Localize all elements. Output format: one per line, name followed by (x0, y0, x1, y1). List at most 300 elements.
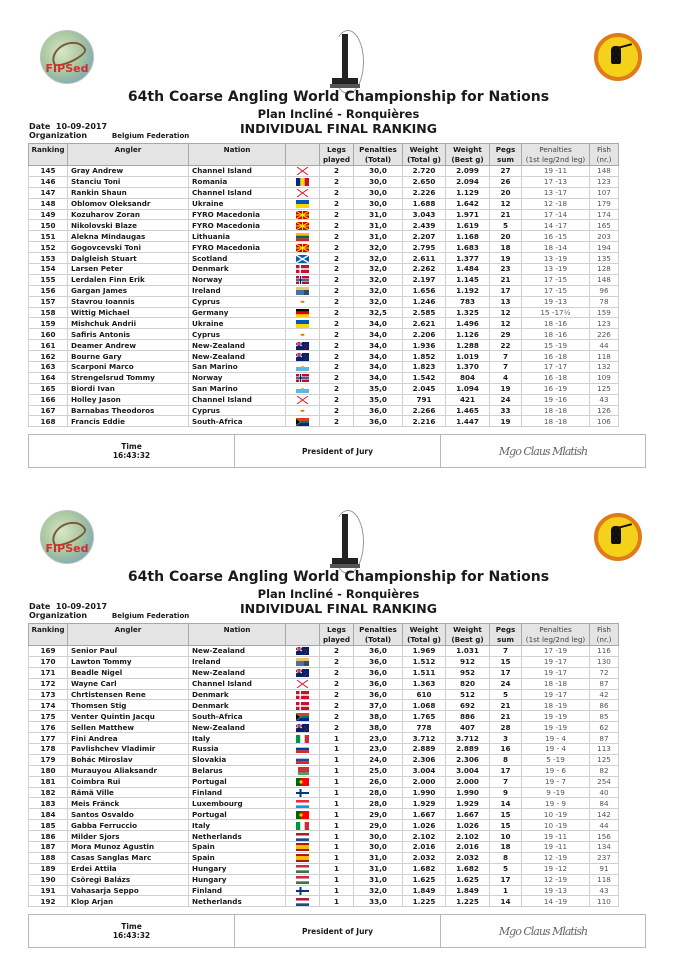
weight-total-cell: 2.226 (403, 187, 446, 198)
flag-cell (286, 787, 320, 798)
penalties-total-cell: 28,0 (354, 798, 403, 809)
lithuania-flag-icon (296, 233, 309, 241)
fish-count-cell: 85 (590, 711, 619, 722)
ranking-cell: 190 (29, 874, 68, 885)
legs-played-cell: 2 (320, 242, 354, 253)
legs-played-cell: 1 (320, 798, 354, 809)
angler-cell: Deamer Andrew (68, 340, 189, 351)
weight-total-cell: 1.849 (403, 885, 446, 896)
angler-cell: Murauyou Aliaksandr (68, 765, 189, 776)
ranking-cell: 163 (29, 362, 68, 373)
ranking-cell: 185 (29, 820, 68, 831)
table-row (29, 754, 619, 765)
nation-cell: Cyprus (189, 405, 286, 416)
penalties-legs-cell: 18 -19 (522, 700, 590, 711)
angler-cell: Beadle Nigel (68, 667, 189, 678)
nation-cell: Ukraine (189, 318, 286, 329)
flag-cell (286, 394, 320, 405)
table-row (29, 765, 619, 776)
table-row (29, 885, 619, 896)
table-row (29, 656, 619, 667)
fish-count-cell: 109 (590, 372, 619, 383)
weight-best-cell: 2.889 (446, 744, 490, 755)
weight-total-cell: 2.216 (403, 416, 446, 427)
penalties-total-cell: 24,0 (354, 754, 403, 765)
pegs-sum-cell: 10 (490, 831, 522, 842)
championship-monument-logo-icon (326, 28, 368, 98)
romania-flag-icon (296, 178, 309, 186)
nation-cell: Romania (189, 176, 286, 187)
signature-cell (441, 915, 645, 947)
nation-cell: Italy (189, 733, 286, 744)
san-marino-flag-icon (296, 363, 309, 371)
penalties-total-cell: 36,0 (354, 689, 403, 700)
penalties-legs-cell: 19 -11 (522, 166, 590, 177)
flag-cell (286, 372, 320, 383)
penalties-legs-cell: 12 -18 (522, 198, 590, 209)
ranking-cell: 151 (29, 231, 68, 242)
flag-cell (286, 351, 320, 362)
pegs-sum-cell: 29 (490, 329, 522, 340)
table-row (29, 362, 619, 373)
ranking-cell: 172 (29, 678, 68, 689)
pegs-sum-cell: 16 (490, 744, 522, 755)
ranking-page-2 (0, 480, 677, 959)
ranking-heading: INDIVIDUAL FINAL RANKING (239, 121, 438, 136)
penalties-total-cell: 36,0 (354, 646, 403, 657)
nation-cell: Netherlands (189, 831, 286, 842)
date-label: Date (29, 602, 51, 611)
nation-cell: Lithuania (189, 231, 286, 242)
column-header-penalties-legs (522, 144, 590, 166)
legs-played-cell: 1 (320, 831, 354, 842)
denmark-flag-icon (296, 702, 309, 710)
pegs-sum-cell: 1 (490, 885, 522, 896)
angler-cell: Barnabas Theodoros (68, 405, 189, 416)
date-label: Date (29, 122, 51, 131)
weight-total-cell: 2.102 (403, 831, 446, 842)
flag-cell (286, 166, 320, 177)
hungary-flag-icon (296, 876, 309, 884)
column-header-text: Legs (327, 145, 346, 154)
time-cell (29, 915, 235, 947)
pegs-sum-cell: 21 (490, 700, 522, 711)
weight-total-cell: 2.650 (403, 176, 446, 187)
portugal-flag-icon (296, 778, 309, 786)
weight-best-cell: 2.306 (446, 754, 490, 765)
legs-played-cell: 1 (320, 754, 354, 765)
column-header-legs-played (320, 624, 354, 646)
table-row (29, 700, 619, 711)
nation-cell: Denmark (189, 264, 286, 275)
organization-value: Belgium Federation (111, 612, 190, 620)
fish-count-cell: 113 (590, 744, 619, 755)
legs-played-cell: 2 (320, 329, 354, 340)
column-header-weight-best (446, 624, 490, 646)
angler-cell: Bohác Miroslav (68, 754, 189, 765)
weight-total-cell: 3.004 (403, 765, 446, 776)
ranking-cell: 156 (29, 285, 68, 296)
ranking-cell: 162 (29, 351, 68, 362)
penalties-total-cell: 38,0 (354, 722, 403, 733)
nation-cell: Norway (189, 274, 286, 285)
penalties-legs-cell: 17 -19 (522, 646, 590, 657)
legs-played-cell: 2 (320, 405, 354, 416)
pegs-sum-cell: 21 (490, 209, 522, 220)
column-header-flag (286, 144, 320, 166)
venue-title: Plan Incliné - Ronquières (257, 587, 420, 601)
column-header-fish-count (590, 144, 619, 166)
organization-line (29, 131, 189, 140)
column-header-text: (Total) (364, 634, 392, 644)
penalties-total-cell: 32,0 (354, 264, 403, 275)
championship-monument-logo-icon (326, 508, 368, 578)
flag-cell (286, 220, 320, 231)
fish-count-cell: 148 (590, 166, 619, 177)
nation-cell: New-Zealand (189, 340, 286, 351)
angler-cell: Chrtistensen Rene (68, 689, 189, 700)
pegs-sum-cell: 8 (490, 754, 522, 765)
penalties-total-cell: 30,0 (354, 187, 403, 198)
penalties-legs-cell: 9 -19 (522, 787, 590, 798)
ranking-cell: 184 (29, 809, 68, 820)
finland-flag-icon (296, 887, 309, 895)
nation-cell: Germany (189, 307, 286, 318)
legs-played-cell: 2 (320, 318, 354, 329)
penalties-total-cell: 36,0 (354, 656, 403, 667)
penalties-total-cell: 34,0 (354, 329, 403, 340)
fish-count-cell: 132 (590, 362, 619, 373)
weight-best-cell: 1.990 (446, 787, 490, 798)
ranking-cell: 183 (29, 798, 68, 809)
table-row (29, 264, 619, 275)
ranking-cell: 187 (29, 842, 68, 853)
penalties-total-cell: 30,0 (354, 842, 403, 853)
weight-total-cell: 1.512 (403, 656, 446, 667)
nation-cell: Hungary (189, 863, 286, 874)
weight-best-cell: 1.625 (446, 874, 490, 885)
pegs-sum-cell: 4 (490, 372, 522, 383)
pegs-sum-cell: 12 (490, 318, 522, 329)
legs-played-cell: 2 (320, 656, 354, 667)
nation-cell: Portugal (189, 809, 286, 820)
cyprus-flag-icon (296, 298, 309, 306)
column-header-text: Penalties (359, 625, 397, 634)
angler-cell: Klop Arjan (68, 896, 189, 907)
weight-total-cell: 1.625 (403, 874, 446, 885)
nation-cell: Netherlands (189, 896, 286, 907)
ranking-cell: 158 (29, 307, 68, 318)
weight-best-cell: 1.126 (446, 329, 490, 340)
penalties-legs-cell: 5 -19 (522, 754, 590, 765)
flag-cell (286, 416, 320, 427)
pegs-sum-cell: 19 (490, 416, 522, 427)
table-row (29, 711, 619, 722)
penalties-legs-cell: 10 -19 (522, 820, 590, 831)
column-header-penalties-total (354, 144, 403, 166)
pegs-sum-cell: 9 (490, 787, 522, 798)
weight-best-cell: 804 (446, 372, 490, 383)
angler-cell: Erdei Attila (68, 863, 189, 874)
weight-best-cell: 1.619 (446, 220, 490, 231)
ranking-cell: 160 (29, 329, 68, 340)
angler-cell: Lerdalen Finn Erik (68, 274, 189, 285)
weight-total-cell: 1.068 (403, 700, 446, 711)
angler-cell: Gargan James (68, 285, 189, 296)
nation-cell: San Marino (189, 383, 286, 394)
pegs-sum-cell: 14 (490, 798, 522, 809)
fish-count-cell: 84 (590, 798, 619, 809)
penalties-legs-cell: 16 -19 (522, 383, 590, 394)
penalties-legs-cell: 16 -18 (522, 372, 590, 383)
legs-played-cell: 2 (320, 176, 354, 187)
weight-best-cell: 1.377 (446, 253, 490, 264)
penalties-total-cell: 34,0 (354, 351, 403, 362)
nation-cell: Cyprus (189, 296, 286, 307)
fish-count-cell: 96 (590, 285, 619, 296)
nation-cell: San Marino (189, 362, 286, 373)
penalties-total-cell: 35,0 (354, 394, 403, 405)
weight-total-cell: 778 (403, 722, 446, 733)
president-label: President of Jury (301, 926, 374, 936)
weight-best-cell: 421 (446, 394, 490, 405)
nation-cell: Russia (189, 744, 286, 755)
weight-best-cell: 1.971 (446, 209, 490, 220)
angler-cell: Scarponi Marco (68, 362, 189, 373)
pegs-sum-cell: 23 (490, 264, 522, 275)
nation-cell: Channel Island (189, 394, 286, 405)
time-cell (29, 435, 235, 467)
weight-total-cell: 1.852 (403, 351, 446, 362)
time-label: Time (121, 922, 142, 931)
penalties-legs-cell: 18 -16 (522, 329, 590, 340)
time-value: 16:43:32 (112, 451, 151, 460)
weight-best-cell: 1.129 (446, 187, 490, 198)
flag-cell (286, 744, 320, 755)
legs-played-cell: 2 (320, 296, 354, 307)
new-zealand-flag-icon (296, 669, 309, 677)
legs-played-cell: 1 (320, 809, 354, 820)
penalties-legs-cell: 19 -19 (522, 722, 590, 733)
angler-cell: Senior Paul (68, 646, 189, 657)
pegs-sum-cell: 7 (490, 362, 522, 373)
legs-played-cell: 1 (320, 787, 354, 798)
pegs-sum-cell: 7 (490, 776, 522, 787)
nation-cell: South-Africa (189, 711, 286, 722)
angler-cell: Santos Osvaldo (68, 809, 189, 820)
angler-cell: Rankin Shaun (68, 187, 189, 198)
new-zealand-flag-icon (296, 342, 309, 350)
table-row (29, 166, 619, 177)
table-row (29, 329, 619, 340)
penalties-legs-cell: 19 -13 (522, 296, 590, 307)
pegs-sum-cell: 13 (490, 296, 522, 307)
legs-played-cell: 1 (320, 842, 354, 853)
penalties-legs-cell: 19 - 4 (522, 744, 590, 755)
weight-best-cell: 1.683 (446, 242, 490, 253)
penalties-legs-cell: 12 -19 (522, 874, 590, 885)
table-row (29, 787, 619, 798)
fish-count-cell: 43 (590, 394, 619, 405)
ranking-cell: 155 (29, 274, 68, 285)
penalties-total-cell: 30,0 (354, 176, 403, 187)
legs-played-cell: 2 (320, 689, 354, 700)
table-row (29, 776, 619, 787)
nation-cell: Spain (189, 842, 286, 853)
fish-count-cell: 91 (590, 863, 619, 874)
fish-count-cell: 86 (590, 700, 619, 711)
weight-best-cell: 1.288 (446, 340, 490, 351)
flag-cell (286, 646, 320, 657)
weight-total-cell: 2.306 (403, 754, 446, 765)
penalties-legs-cell: 13 -17 (522, 187, 590, 198)
column-header-text: Weight (409, 145, 439, 154)
penalties-total-cell: 33,0 (354, 896, 403, 907)
angler-cell: Csöregi Balázs (68, 874, 189, 885)
column-header-ranking (29, 144, 68, 166)
column-header-text: (nr.) (596, 154, 612, 164)
nation-cell: Finland (189, 885, 286, 896)
angler-cell: Gray Andrew (68, 166, 189, 177)
penalties-legs-cell: 17 -15 (522, 285, 590, 296)
table-row (29, 678, 619, 689)
penalties-total-cell: 32,0 (354, 285, 403, 296)
column-header-text: (1st leg/2nd leg) (525, 154, 586, 164)
scotland-flag-icon (296, 255, 309, 263)
column-header-text: Penalties (539, 625, 572, 634)
table-row (29, 187, 619, 198)
ranking-cell: 189 (29, 863, 68, 874)
weight-total-cell: 1.363 (403, 678, 446, 689)
column-header-text: sum (497, 154, 514, 164)
ireland-flag-icon (296, 658, 309, 666)
ranking-cell: 180 (29, 765, 68, 776)
pegs-sum-cell: 22 (490, 340, 522, 351)
table-row (29, 798, 619, 809)
weight-best-cell: 1.929 (446, 798, 490, 809)
weight-best-cell: 1.192 (446, 285, 490, 296)
weight-total-cell: 1.936 (403, 340, 446, 351)
weight-total-cell: 2.889 (403, 744, 446, 755)
legs-played-cell: 2 (320, 209, 354, 220)
column-header-weight-total (403, 144, 446, 166)
pegs-sum-cell: 33 (490, 405, 522, 416)
flag-cell (286, 383, 320, 394)
pegs-sum-cell: 21 (490, 274, 522, 285)
column-header-angler (68, 144, 189, 166)
legs-played-cell: 1 (320, 733, 354, 744)
president-cell (235, 915, 441, 947)
penalties-legs-cell: 18 -18 (522, 416, 590, 427)
fish-count-cell: 62 (590, 722, 619, 733)
weight-best-cell: 1.447 (446, 416, 490, 427)
angler-cell: Fini Andrea (68, 733, 189, 744)
nation-cell: New-Zealand (189, 722, 286, 733)
angler-cell: Casas Sanglas Marc (68, 852, 189, 863)
weight-best-cell: 1.642 (446, 198, 490, 209)
fish-count-cell: 125 (590, 383, 619, 394)
finland-flag-icon (296, 789, 309, 797)
fish-count-cell: 44 (590, 820, 619, 831)
column-header-text: Fish (597, 625, 611, 634)
penalties-legs-cell: 19 -11 (522, 831, 590, 842)
flag-cell (286, 852, 320, 863)
weight-total-cell: 1.542 (403, 372, 446, 383)
penalties-legs-cell: 19 - 4 (522, 733, 590, 744)
legs-played-cell: 2 (320, 722, 354, 733)
angler-cell: Gogovcevski Toni (68, 242, 189, 253)
ranking-cell: 181 (29, 776, 68, 787)
venue-title: Plan Incliné - Ronquières (257, 107, 420, 121)
weight-total-cell: 2.795 (403, 242, 446, 253)
column-header-nation (189, 624, 286, 646)
weight-total-cell: 610 (403, 689, 446, 700)
ranking-cell: 178 (29, 744, 68, 755)
nation-cell: Denmark (189, 689, 286, 700)
netherlands-flag-icon (296, 833, 309, 841)
ukraine-flag-icon (296, 320, 309, 328)
weight-best-cell: 2.102 (446, 831, 490, 842)
nation-cell: FYRO Macedonia (189, 209, 286, 220)
column-header-ranking (29, 624, 68, 646)
pegs-sum-cell: 20 (490, 231, 522, 242)
pegs-sum-cell: 21 (490, 711, 522, 722)
angler-cell: Milder Sjors (68, 831, 189, 842)
denmark-flag-icon (296, 691, 309, 699)
weight-best-cell: 692 (446, 700, 490, 711)
table-row (29, 296, 619, 307)
flag-cell (286, 209, 320, 220)
fish-count-cell: 43 (590, 885, 619, 896)
document-title: 64th Coarse Angling World Championship for Nations (127, 569, 550, 585)
fish-count-cell: 87 (590, 678, 619, 689)
table-row (29, 689, 619, 700)
column-header-text: Weight (453, 145, 482, 154)
denmark-flag-icon (296, 265, 309, 273)
angler-cell: Wayne Carl (68, 678, 189, 689)
legs-played-cell: 1 (320, 820, 354, 831)
angler-cell: Mishchuk Andrii (68, 318, 189, 329)
ranking-cell: 164 (29, 372, 68, 383)
angler-cell: Rämä Ville (68, 787, 189, 798)
penalties-total-cell: 36,0 (354, 416, 403, 427)
pegs-sum-cell: 12 (490, 307, 522, 318)
spain-flag-icon (296, 854, 309, 862)
ranking-cell: 173 (29, 689, 68, 700)
pegs-sum-cell: 15 (490, 820, 522, 831)
column-header-text: Angler (114, 625, 142, 634)
weight-total-cell: 2.621 (403, 318, 446, 329)
nation-cell: Scotland (189, 253, 286, 264)
flag-cell (286, 885, 320, 896)
table-row (29, 744, 619, 755)
nation-cell: New-Zealand (189, 667, 286, 678)
penalties-legs-cell: 17 -15 (522, 274, 590, 285)
flag-cell (286, 405, 320, 416)
flag-cell (286, 678, 320, 689)
angler-cell: Biordi Ivan (68, 383, 189, 394)
column-header-text: (Total g) (407, 634, 441, 644)
fish-count-cell: 135 (590, 253, 619, 264)
table-row (29, 722, 619, 733)
flag-cell (286, 831, 320, 842)
flag-cell (286, 340, 320, 351)
channel-island-flag-icon (296, 189, 309, 197)
column-header-text: Weight (453, 625, 482, 634)
weight-total-cell: 3.043 (403, 209, 446, 220)
legs-played-cell: 2 (320, 372, 354, 383)
table-row (29, 405, 619, 416)
